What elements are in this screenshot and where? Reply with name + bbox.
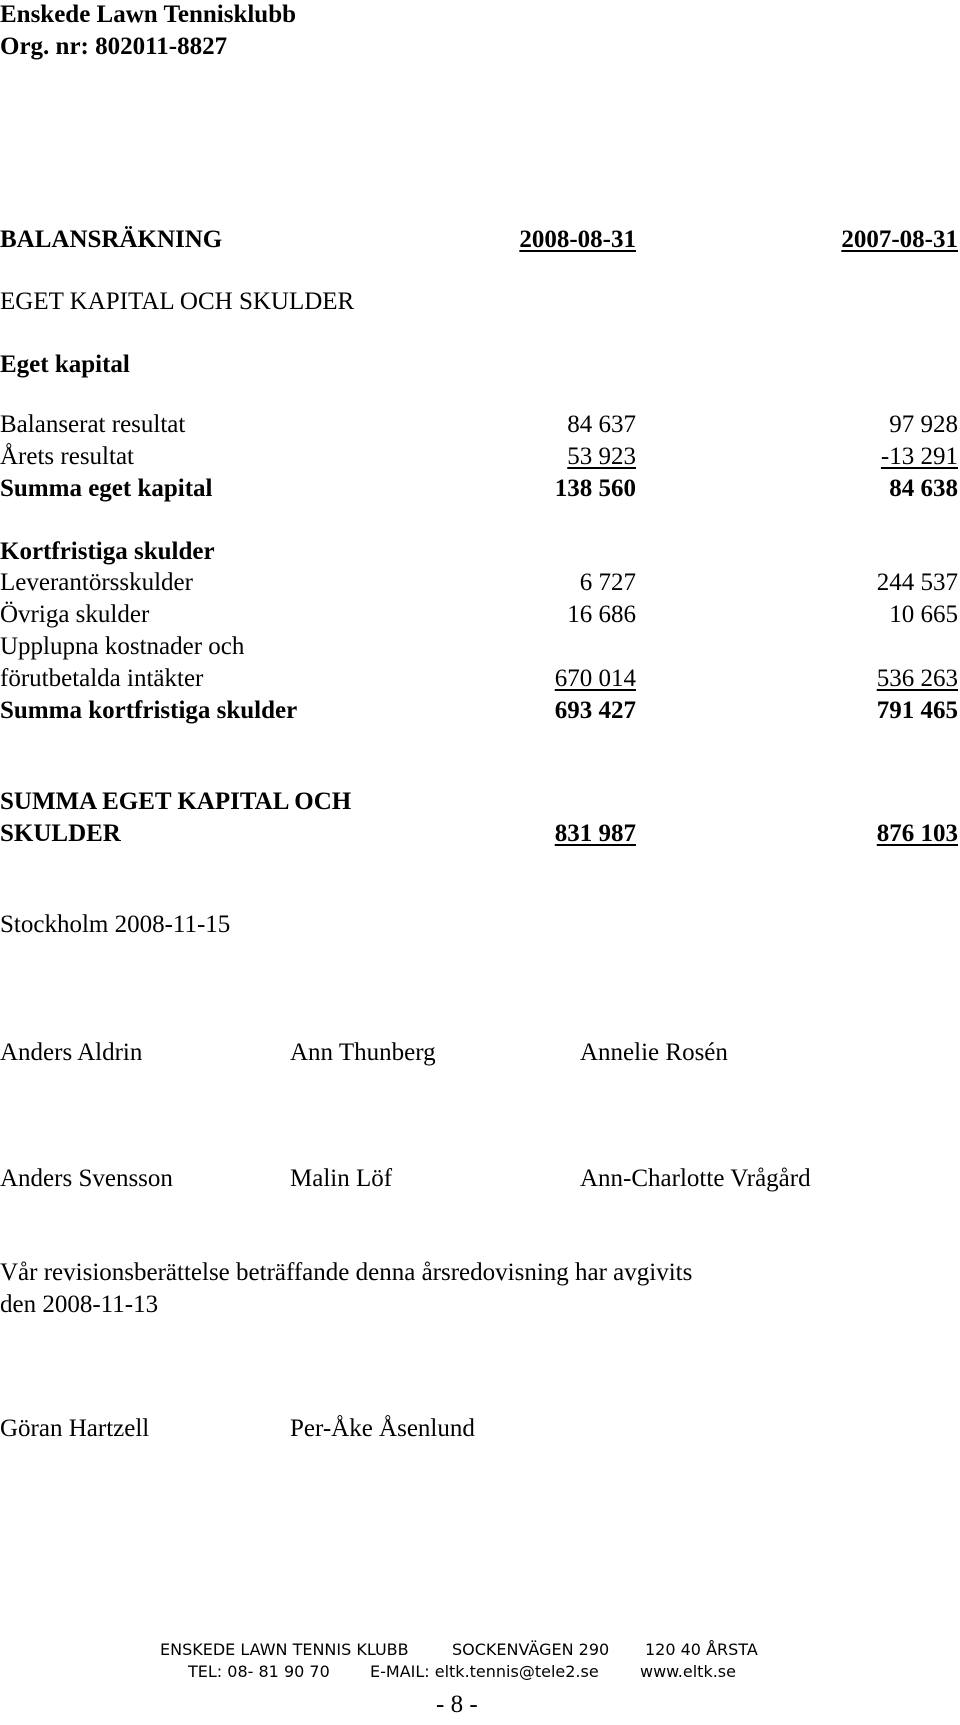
row-value-2007: 10 665: [889, 601, 958, 628]
sum-value-2007: 84 638: [889, 475, 958, 502]
equity-heading: Eget kapital: [0, 351, 130, 378]
row-value-2007: 536 263: [876, 665, 958, 692]
row-label: Årets resultat: [0, 443, 134, 470]
row-value-2008: 6 727: [579, 569, 636, 596]
signatory-name: Annelie Rosén: [580, 1039, 728, 1066]
org-name: Enskede Lawn Tennisklubb: [0, 1, 297, 28]
signatory-name: Anders Aldrin: [0, 1039, 143, 1066]
footer-city: 120 40 ÅRSTA: [645, 1640, 758, 1659]
row-value-2007: 244 537: [876, 569, 958, 596]
org-number: Org. nr: 802011-8827: [0, 33, 228, 60]
col1-date: 2008-08-31: [519, 226, 636, 253]
signatory-name: Ann Thunberg: [290, 1039, 436, 1066]
row-label: Balanserat resultat: [0, 411, 186, 438]
footer-website: www.eltk.se: [640, 1662, 736, 1681]
signatory-name: Anders Svensson: [0, 1165, 173, 1192]
total-value-2008: 831 987: [554, 820, 636, 847]
row-value-2008: 670 014: [554, 665, 636, 692]
row-label: Leverantörsskulder: [0, 569, 193, 596]
section-title: EGET KAPITAL OCH SKULDER: [0, 288, 355, 315]
col2-date: 2007-08-31: [841, 226, 958, 253]
total-value-2007: 876 103: [876, 820, 958, 847]
row-value-2007: -13 291: [880, 443, 958, 470]
row-value-2008: 84 637: [567, 411, 636, 438]
total-label-line1: SUMMA EGET KAPITAL OCH: [0, 788, 352, 815]
sum-value-2007: 791 465: [876, 697, 958, 724]
signatory-name: Ann-Charlotte Vrågård: [580, 1165, 811, 1192]
place-date: Stockholm 2008-11-15: [0, 911, 231, 938]
sum-label: Summa kortfristiga skulder: [0, 697, 298, 724]
sum-value-2008: 693 427: [554, 697, 636, 724]
footer-club-name: ENSKEDE LAWN TENNIS KLUBB: [160, 1640, 409, 1659]
auditor-name: Per-Åke Åsenlund: [290, 1415, 475, 1442]
total-label-line2: SKULDER: [0, 820, 121, 847]
audit-statement-line2: den 2008-11-13: [0, 1291, 159, 1318]
auditor-name: Göran Hartzell: [0, 1415, 150, 1442]
sum-value-2008: 138 560: [554, 475, 636, 502]
balance-title: BALANSRÄKNING: [0, 226, 223, 253]
footer-phone: TEL: 08- 81 90 70: [188, 1662, 330, 1681]
row-label-line1: Upplupna kostnader och: [0, 633, 245, 660]
row-value-2008: 53 923: [567, 443, 636, 470]
footer-address: SOCKENVÄGEN 290: [452, 1640, 610, 1659]
signatory-name: Malin Löf: [290, 1165, 393, 1192]
page-number: - 8 -: [436, 1691, 478, 1718]
row-value-2008: 16 686: [567, 601, 636, 628]
row-label: Övriga skulder: [0, 601, 150, 628]
footer-email: E-MAIL: eltk.tennis@tele2.se: [370, 1662, 599, 1681]
short-term-heading: Kortfristiga skulder: [0, 538, 215, 565]
row-label-line2: förutbetalda intäkter: [0, 665, 204, 692]
audit-statement-line1: Vår revisionsberättelse beträffande denna årsredovisning har avgivits: [0, 1259, 693, 1286]
row-value-2007: 97 928: [889, 411, 958, 438]
sum-label: Summa eget kapital: [0, 475, 213, 502]
